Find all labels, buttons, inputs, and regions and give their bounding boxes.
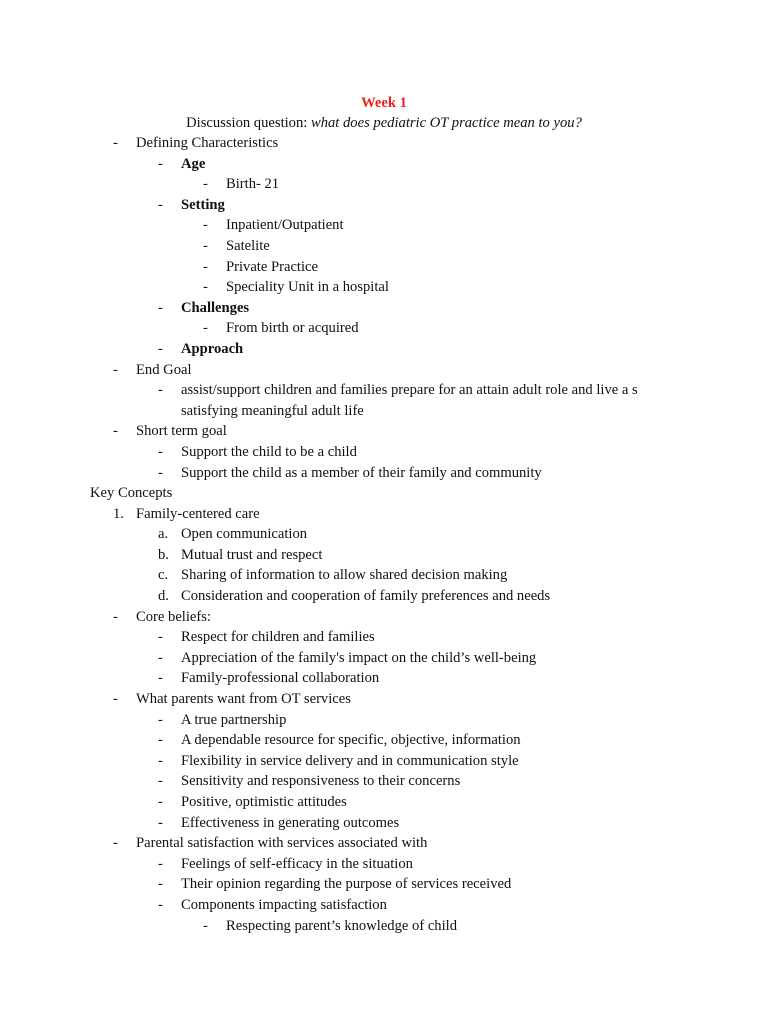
list-item-text: Parental satisfaction with services associated with xyxy=(136,835,428,852)
list-marker: c. xyxy=(158,567,169,584)
list-item-text: satisfying meaningful adult life xyxy=(181,402,364,419)
list-marker: - xyxy=(158,443,163,460)
list-marker: d. xyxy=(158,588,169,605)
list-item xyxy=(0,277,768,298)
list-item xyxy=(0,545,768,566)
list-marker: - xyxy=(203,217,208,234)
list-item-text: Sensitivity and responsiveness to their concerns xyxy=(181,773,461,790)
list-item-text: Short term goal xyxy=(136,423,227,440)
list-item xyxy=(0,854,768,875)
list-item-text: Key Concepts xyxy=(90,485,173,502)
list-item xyxy=(0,380,768,401)
list-marker: - xyxy=(113,135,118,151)
list-item-text: End Goal xyxy=(136,361,192,378)
list-item-text: assist/support children and families prepare for an attain adult role and live a s xyxy=(181,382,638,399)
list-marker: - xyxy=(113,691,118,708)
list-item xyxy=(0,195,768,216)
list-item xyxy=(0,565,768,586)
list-marker: - xyxy=(158,711,163,728)
list-item xyxy=(0,813,768,834)
list-marker: - xyxy=(203,917,208,934)
list-item-text: Birth- 21 xyxy=(226,176,280,193)
list-item xyxy=(0,339,768,360)
list-item-text: Open communication xyxy=(181,526,308,543)
list-item-text: Positive, optimistic attitudes xyxy=(181,794,347,810)
list-marker: - xyxy=(158,649,163,666)
list-item xyxy=(0,504,768,525)
discussion-question xyxy=(0,113,768,133)
list-item xyxy=(0,463,768,484)
list-item-text: Challenges xyxy=(181,299,250,316)
list-item xyxy=(0,792,768,813)
list-item xyxy=(0,133,768,154)
list-marker: - xyxy=(158,670,163,687)
list-item xyxy=(0,154,768,175)
list-marker: - xyxy=(158,752,163,769)
list-item-text: Flexibility in service delivery and in communication style xyxy=(181,752,519,769)
list-item xyxy=(0,524,768,545)
list-item xyxy=(0,710,768,731)
list-item xyxy=(0,916,768,937)
list-item xyxy=(0,318,768,339)
list-marker: - xyxy=(203,320,208,337)
list-marker: - xyxy=(203,279,208,296)
list-item xyxy=(0,421,768,442)
list-item xyxy=(0,833,768,854)
list-item xyxy=(0,298,768,319)
list-item-text: Respecting parent’s knowledge of child xyxy=(226,917,458,934)
list-item-text: What parents want from OT services xyxy=(136,691,351,708)
outline-list xyxy=(0,133,768,936)
list-item xyxy=(0,174,768,195)
discussion-question-text: what does pediatric OT practice mean to you? xyxy=(310,115,582,131)
list-item-text: Appreciation of the family's impact on the child’s well-being xyxy=(181,649,537,666)
list-item xyxy=(0,257,768,278)
list-item xyxy=(0,895,768,916)
list-marker: - xyxy=(158,773,163,790)
list-item-text: A true partnership xyxy=(181,711,287,728)
list-item-text: Components impacting satisfaction xyxy=(181,896,387,913)
list-item-text: Speciality Unit in a hospital xyxy=(226,279,389,296)
list-item-text: Defining Characteristics xyxy=(136,135,279,151)
list-item xyxy=(0,360,768,381)
list-marker: - xyxy=(113,423,118,440)
list-marker: - xyxy=(158,196,163,213)
list-item xyxy=(0,689,768,710)
list-item-text: Sharing of information to allow shared decision making xyxy=(181,567,508,584)
list-marker: - xyxy=(158,340,163,357)
list-marker: - xyxy=(158,299,163,316)
list-marker: - xyxy=(158,464,163,481)
list-item-text: A dependable resource for specific, objective, information xyxy=(181,732,521,749)
list-item xyxy=(0,607,768,628)
list-item xyxy=(0,751,768,772)
list-item-text: Approach xyxy=(181,340,244,357)
list-marker: - xyxy=(158,794,163,810)
list-marker: - xyxy=(203,258,208,275)
list-marker: - xyxy=(113,361,118,378)
list-item xyxy=(0,401,768,422)
list-item-text: Family-professional collaboration xyxy=(181,670,380,687)
list-marker: - xyxy=(158,732,163,749)
list-item-text: Support the child to be a child xyxy=(181,443,357,460)
list-marker: b. xyxy=(158,546,169,563)
list-item-text: Setting xyxy=(181,196,225,213)
list-marker: - xyxy=(158,814,163,831)
list-marker: - xyxy=(158,896,163,913)
list-item-text: Effectiveness in generating outcomes xyxy=(181,814,400,831)
list-item xyxy=(0,586,768,607)
list-item xyxy=(0,730,768,751)
list-item xyxy=(0,236,768,257)
list-marker: - xyxy=(203,237,208,254)
list-item-text: Private Practice xyxy=(226,258,318,275)
list-item xyxy=(0,627,768,648)
list-marker: - xyxy=(113,835,118,852)
list-marker: - xyxy=(158,382,163,399)
list-item-text: Support the child as a member of their family and community xyxy=(181,464,542,481)
list-item xyxy=(0,771,768,792)
list-item xyxy=(0,215,768,236)
list-item xyxy=(0,648,768,669)
list-item-text: From birth or acquired xyxy=(226,320,359,337)
list-item-text: Family-centered care xyxy=(136,505,260,522)
list-item-text: Their opinion regarding the purpose of services received xyxy=(181,876,512,893)
list-item xyxy=(0,442,768,463)
list-item xyxy=(0,483,768,504)
list-item-text: Consideration and cooperation of family preferences and needs xyxy=(181,588,551,605)
list-marker: - xyxy=(158,629,163,646)
list-item-text: Inpatient/Outpatient xyxy=(226,217,344,234)
page-title: Week 1 xyxy=(361,95,407,111)
list-item-text: Satelite xyxy=(226,237,270,254)
list-marker: - xyxy=(203,176,208,193)
list-marker: 1. xyxy=(113,505,124,522)
list-item xyxy=(0,668,768,689)
list-item-text: Respect for children and families xyxy=(181,629,375,646)
list-marker: - xyxy=(113,608,118,625)
list-marker: - xyxy=(158,855,163,872)
list-item xyxy=(0,874,768,895)
list-item-text: Age xyxy=(181,155,206,172)
list-item-text: Core beliefs: xyxy=(136,608,211,625)
list-marker: - xyxy=(158,155,163,172)
list-marker: - xyxy=(158,876,163,893)
list-marker: a. xyxy=(158,526,169,543)
list-item-text: Mutual trust and respect xyxy=(181,546,323,563)
discussion-prefix: Discussion question: xyxy=(186,115,311,131)
list-item-text: Feelings of self-efficacy in the situation xyxy=(181,855,413,872)
